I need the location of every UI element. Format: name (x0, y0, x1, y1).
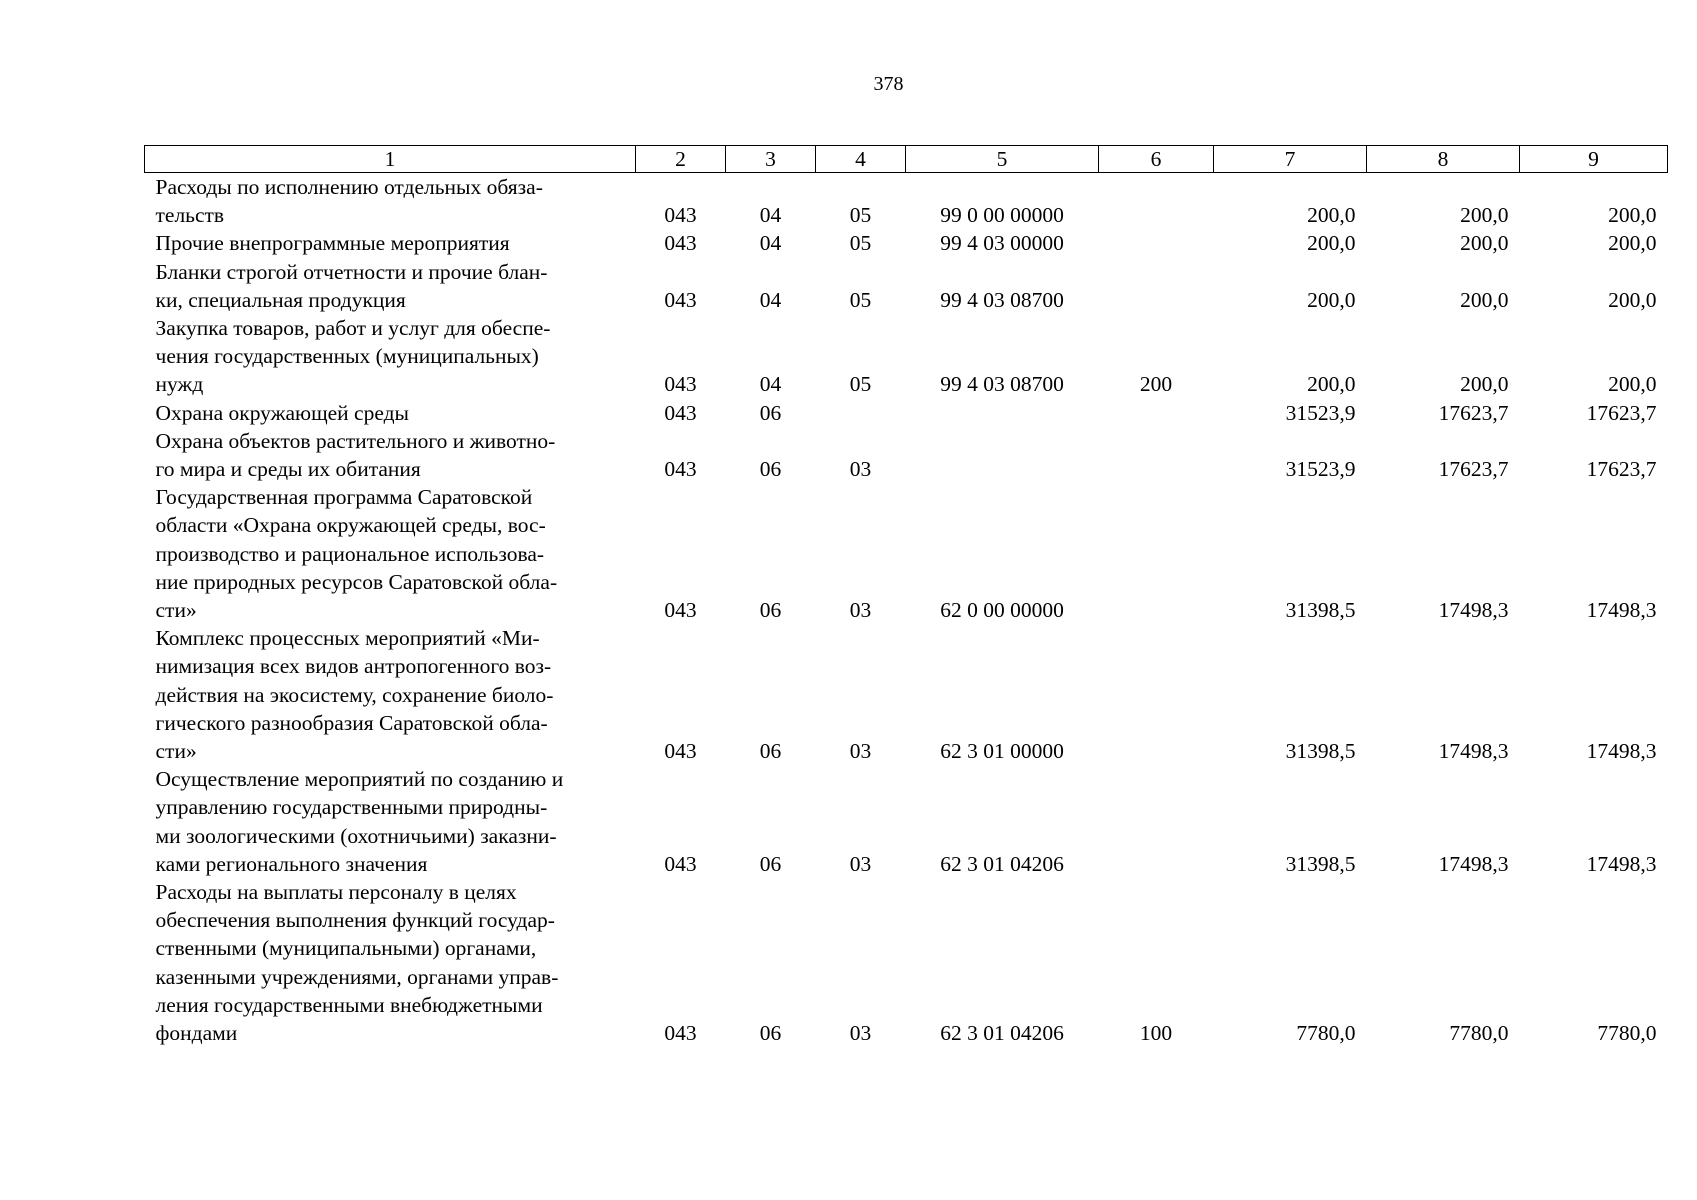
col-9-cell: 200,0 (1608, 231, 1657, 256)
row-name-line: Осуществление мероприятий по созданию и (155, 767, 564, 792)
col-9-cell: 17498,3 (1586, 739, 1657, 764)
col-5-cell: 62 3 01 04206 (940, 1021, 1064, 1046)
col-9-cell: 7780,0 (1597, 1021, 1657, 1046)
row-name-line: нимизация всех видов антропогенного воз- (155, 654, 552, 679)
row-name-cell (145, 258, 636, 314)
col-5-cell: 62 3 01 04206 (940, 851, 1064, 876)
row-name-line: Комплекс процессных мероприятий «Ми- (155, 626, 540, 651)
row-name-line: Охрана окружающей среды (155, 400, 409, 425)
col-7-cell: 31398,5 (1285, 598, 1356, 623)
col-8-cell: 200,0 (1460, 231, 1509, 256)
col-9-cell: 17498,3 (1586, 598, 1657, 623)
col-6-cell (1099, 229, 1214, 257)
col-8-cell: 200,0 (1460, 203, 1509, 228)
col-4-cell: 05 (849, 287, 872, 312)
col-6-cell: 200 (1139, 372, 1173, 397)
header-row (145, 146, 1668, 173)
col-7-cell: 31398,5 (1285, 739, 1356, 764)
col-2-cell: 043 (664, 400, 697, 425)
col-4-cell: 05 (849, 231, 872, 256)
col-5-cell: 99 4 03 00000 (940, 231, 1064, 256)
row-name-cell (145, 427, 636, 483)
col-6-cell (1099, 399, 1214, 427)
row-name-line: сти» (155, 598, 197, 623)
col-8-cell: 17623,7 (1438, 400, 1509, 425)
row-name-line: Государственная программа Саратовской (155, 485, 533, 510)
col-5-cell (906, 399, 1099, 427)
col-7-cell: 200,0 (1307, 372, 1356, 397)
col-8-cell: 17623,7 (1438, 457, 1509, 482)
row-name-cell (145, 624, 636, 765)
row-name-line: Охрана объектов растительного и животно- (155, 428, 556, 453)
col-6-cell (1099, 427, 1214, 483)
row-name-line: го мира и среды их обитания (155, 457, 421, 482)
col-7-cell: 7780,0 (1296, 1021, 1356, 1046)
table-row (145, 314, 1668, 399)
col-4-cell: 03 (849, 851, 872, 876)
row-name-line: казенными учреждениями, органами управ- (155, 964, 559, 989)
column-header: 1 (145, 146, 636, 173)
table-row (145, 624, 1668, 765)
page-number: 378 (873, 73, 904, 95)
row-name-line: Расходы по исполнению отдельных обяза- (155, 175, 543, 199)
row-name-line: управлению государственными природны- (155, 795, 548, 820)
table-row (145, 878, 1668, 1047)
table-row (145, 765, 1668, 878)
row-name-line: тельств (155, 203, 225, 228)
row-name-cell (145, 314, 636, 399)
budget-table (144, 145, 1668, 1047)
row-name-cell (145, 399, 636, 427)
col-8-cell: 17498,3 (1438, 739, 1509, 764)
row-name-line: области «Охрана окружающей среды, вос- (155, 513, 546, 538)
column-header: 6 (1099, 146, 1214, 173)
table-row (145, 229, 1668, 257)
row-name-line: действия на экосистему, сохранение биоло- (155, 682, 554, 707)
row-name-line: нужд (155, 372, 204, 397)
col-2-cell: 043 (664, 457, 697, 482)
col-4-cell: 05 (849, 203, 872, 228)
column-header: 8 (1367, 146, 1520, 173)
column-header: 2 (636, 146, 726, 173)
col-6-cell (1099, 624, 1214, 765)
row-name-line: ления государственными внебюджетными (155, 992, 543, 1017)
col-3-cell: 04 (759, 231, 782, 256)
row-name-line: производство и рациональное использова- (155, 541, 545, 566)
col-9-cell: 17623,7 (1586, 400, 1657, 425)
col-3-cell: 06 (759, 851, 782, 876)
column-header: 4 (816, 146, 906, 173)
col-3-cell: 06 (759, 1021, 782, 1046)
col-6-cell (1099, 173, 1214, 230)
row-name-line: ми зоологическими (охотничьими) заказни- (155, 823, 557, 848)
col-5-cell: 99 4 03 08700 (940, 287, 1064, 312)
row-name-line: Бланки строгой отчетности и прочие блан- (155, 259, 548, 284)
col-5-cell: 99 4 03 08700 (940, 372, 1064, 397)
table-row (145, 258, 1668, 314)
row-name-line: обеспечения выполнения функций государ- (155, 908, 555, 933)
col-2-cell: 043 (664, 231, 697, 256)
row-name-cell (145, 229, 636, 257)
row-name-line: сти» (155, 739, 197, 764)
col-5-cell (906, 427, 1099, 483)
row-name-cell (145, 878, 636, 1047)
col-5-cell: 62 0 00 00000 (940, 598, 1064, 623)
col-2-cell: 043 (664, 1021, 697, 1046)
col-3-cell: 06 (759, 400, 782, 425)
col-3-cell: 06 (759, 598, 782, 623)
column-header: 9 (1520, 146, 1668, 173)
col-8-cell: 200,0 (1460, 372, 1509, 397)
row-name-line: Расходы на выплаты персоналу в целях (155, 880, 517, 905)
col-7-cell: 200,0 (1307, 203, 1356, 228)
row-name-cell (145, 765, 636, 878)
col-5-cell: 62 3 01 00000 (940, 739, 1064, 764)
column-header: 7 (1214, 146, 1367, 173)
col-2-cell: 043 (664, 598, 697, 623)
col-7-cell: 31398,5 (1285, 851, 1356, 876)
col-4-cell: 03 (849, 739, 872, 764)
column-header: 3 (726, 146, 816, 173)
col-3-cell: 04 (759, 287, 782, 312)
row-name-line: ки, специальная продукция (155, 287, 406, 312)
col-7-cell: 31523,9 (1285, 400, 1356, 425)
col-4-cell: 05 (849, 372, 872, 397)
col-2-cell: 043 (664, 203, 697, 228)
col-7-cell: 31523,9 (1285, 457, 1356, 482)
col-8-cell: 17498,3 (1438, 851, 1509, 876)
col-4-cell (816, 399, 906, 427)
row-name-cell (145, 483, 636, 624)
col-9-cell: 200,0 (1608, 372, 1657, 397)
col-4-cell: 03 (849, 598, 872, 623)
col-7-cell: 200,0 (1307, 287, 1356, 312)
col-9-cell: 200,0 (1608, 287, 1657, 312)
column-header: 5 (906, 146, 1099, 173)
col-9-cell: 200,0 (1608, 203, 1657, 228)
table-row (145, 399, 1668, 427)
col-3-cell: 04 (759, 203, 782, 228)
col-6-cell (1099, 258, 1214, 314)
col-6-cell (1099, 483, 1214, 624)
col-2-cell: 043 (664, 372, 697, 397)
col-4-cell: 03 (849, 457, 872, 482)
row-name-line: чения государственных (муниципальных) (155, 344, 539, 369)
row-name-line: Закупка товаров, работ и услуг для обеспе- (155, 316, 551, 341)
col-2-cell: 043 (664, 739, 697, 764)
col-8-cell: 200,0 (1460, 287, 1509, 312)
col-6-cell: 100 (1139, 1021, 1173, 1046)
table-body (145, 173, 1668, 1048)
col-3-cell: 04 (759, 372, 782, 397)
row-name-cell (145, 173, 636, 230)
col-8-cell: 7780,0 (1449, 1021, 1509, 1046)
col-7-cell: 200,0 (1307, 231, 1356, 256)
col-3-cell: 06 (759, 739, 782, 764)
row-name-line: ственными (муниципальными) органами, (155, 936, 537, 961)
table-row (145, 483, 1668, 624)
col-4-cell: 03 (849, 1021, 872, 1046)
row-name-line: гического разнообразия Саратовской обла- (155, 710, 548, 735)
row-name-line: фондами (155, 1021, 238, 1046)
row-name-line: Прочие внепрограммные мероприятия (155, 231, 510, 256)
col-2-cell: 043 (664, 851, 697, 876)
col-5-cell: 99 0 00 00000 (940, 203, 1064, 228)
table-row (145, 427, 1668, 483)
col-9-cell: 17498,3 (1586, 851, 1657, 876)
col-2-cell: 043 (664, 287, 697, 312)
row-name-line: ками регионального значения (155, 851, 428, 876)
col-9-cell: 17623,7 (1586, 457, 1657, 482)
col-3-cell: 06 (759, 457, 782, 482)
table-row (145, 173, 1668, 230)
col-8-cell: 17498,3 (1438, 598, 1509, 623)
row-name-line: ние природных ресурсов Саратовской обла- (155, 569, 558, 594)
col-6-cell (1099, 765, 1214, 878)
